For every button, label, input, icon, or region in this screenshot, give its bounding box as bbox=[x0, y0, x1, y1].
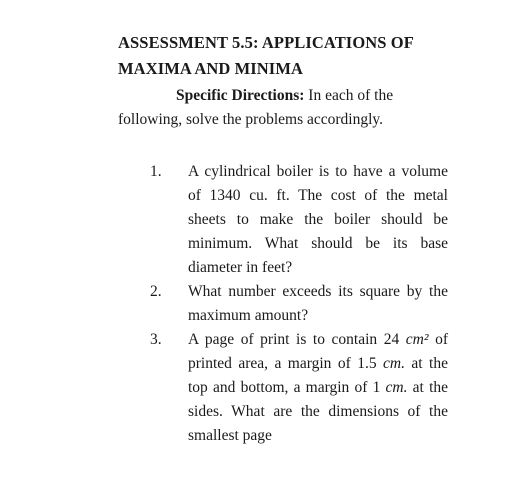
title-line-2: MAXIMA AND MINIMA bbox=[118, 59, 304, 78]
problem-number: 1. bbox=[150, 163, 162, 180]
problem-item bbox=[118, 280, 448, 328]
directions-text: In each of the following, solve the problems accordingly. bbox=[118, 87, 394, 128]
problem-item bbox=[118, 328, 448, 448]
problem-text bbox=[188, 328, 448, 448]
unit-cm: cm. bbox=[385, 379, 408, 396]
title-line-1: ASSESSMENT 5.5: APPLICATIONS OF bbox=[118, 33, 414, 52]
unit-cm-squared: cm² bbox=[405, 331, 429, 348]
unit-cm: cm. bbox=[383, 355, 405, 372]
problem-text-part: at the top and bottom, a margin of 1 bbox=[188, 355, 448, 396]
problem-text: A cylindrical boiler is to have a volume of 1340 cu. ft. The cost of the metal sheets to make the boiler should be minimum. What should be its base diameter in feet? bbox=[188, 163, 448, 276]
problem-text-part: of printed area, a margin of 1.5 bbox=[188, 331, 448, 372]
problem-number: 3. bbox=[150, 331, 162, 348]
problem-text: What number exceeds its square by the maximum amount? bbox=[188, 283, 448, 324]
assessment-title bbox=[118, 30, 448, 82]
problem-text-part: A page of print is to contain 24 bbox=[188, 331, 406, 348]
directions-label: Specific Directions: bbox=[176, 87, 305, 104]
problem-list bbox=[118, 160, 448, 448]
specific-directions bbox=[118, 84, 448, 132]
problem-item bbox=[118, 160, 448, 280]
assessment-page bbox=[118, 30, 448, 448]
problem-text-part: at the sides. What are the dimensions of the smallest page bbox=[188, 379, 448, 444]
problem-number: 2. bbox=[150, 283, 162, 300]
